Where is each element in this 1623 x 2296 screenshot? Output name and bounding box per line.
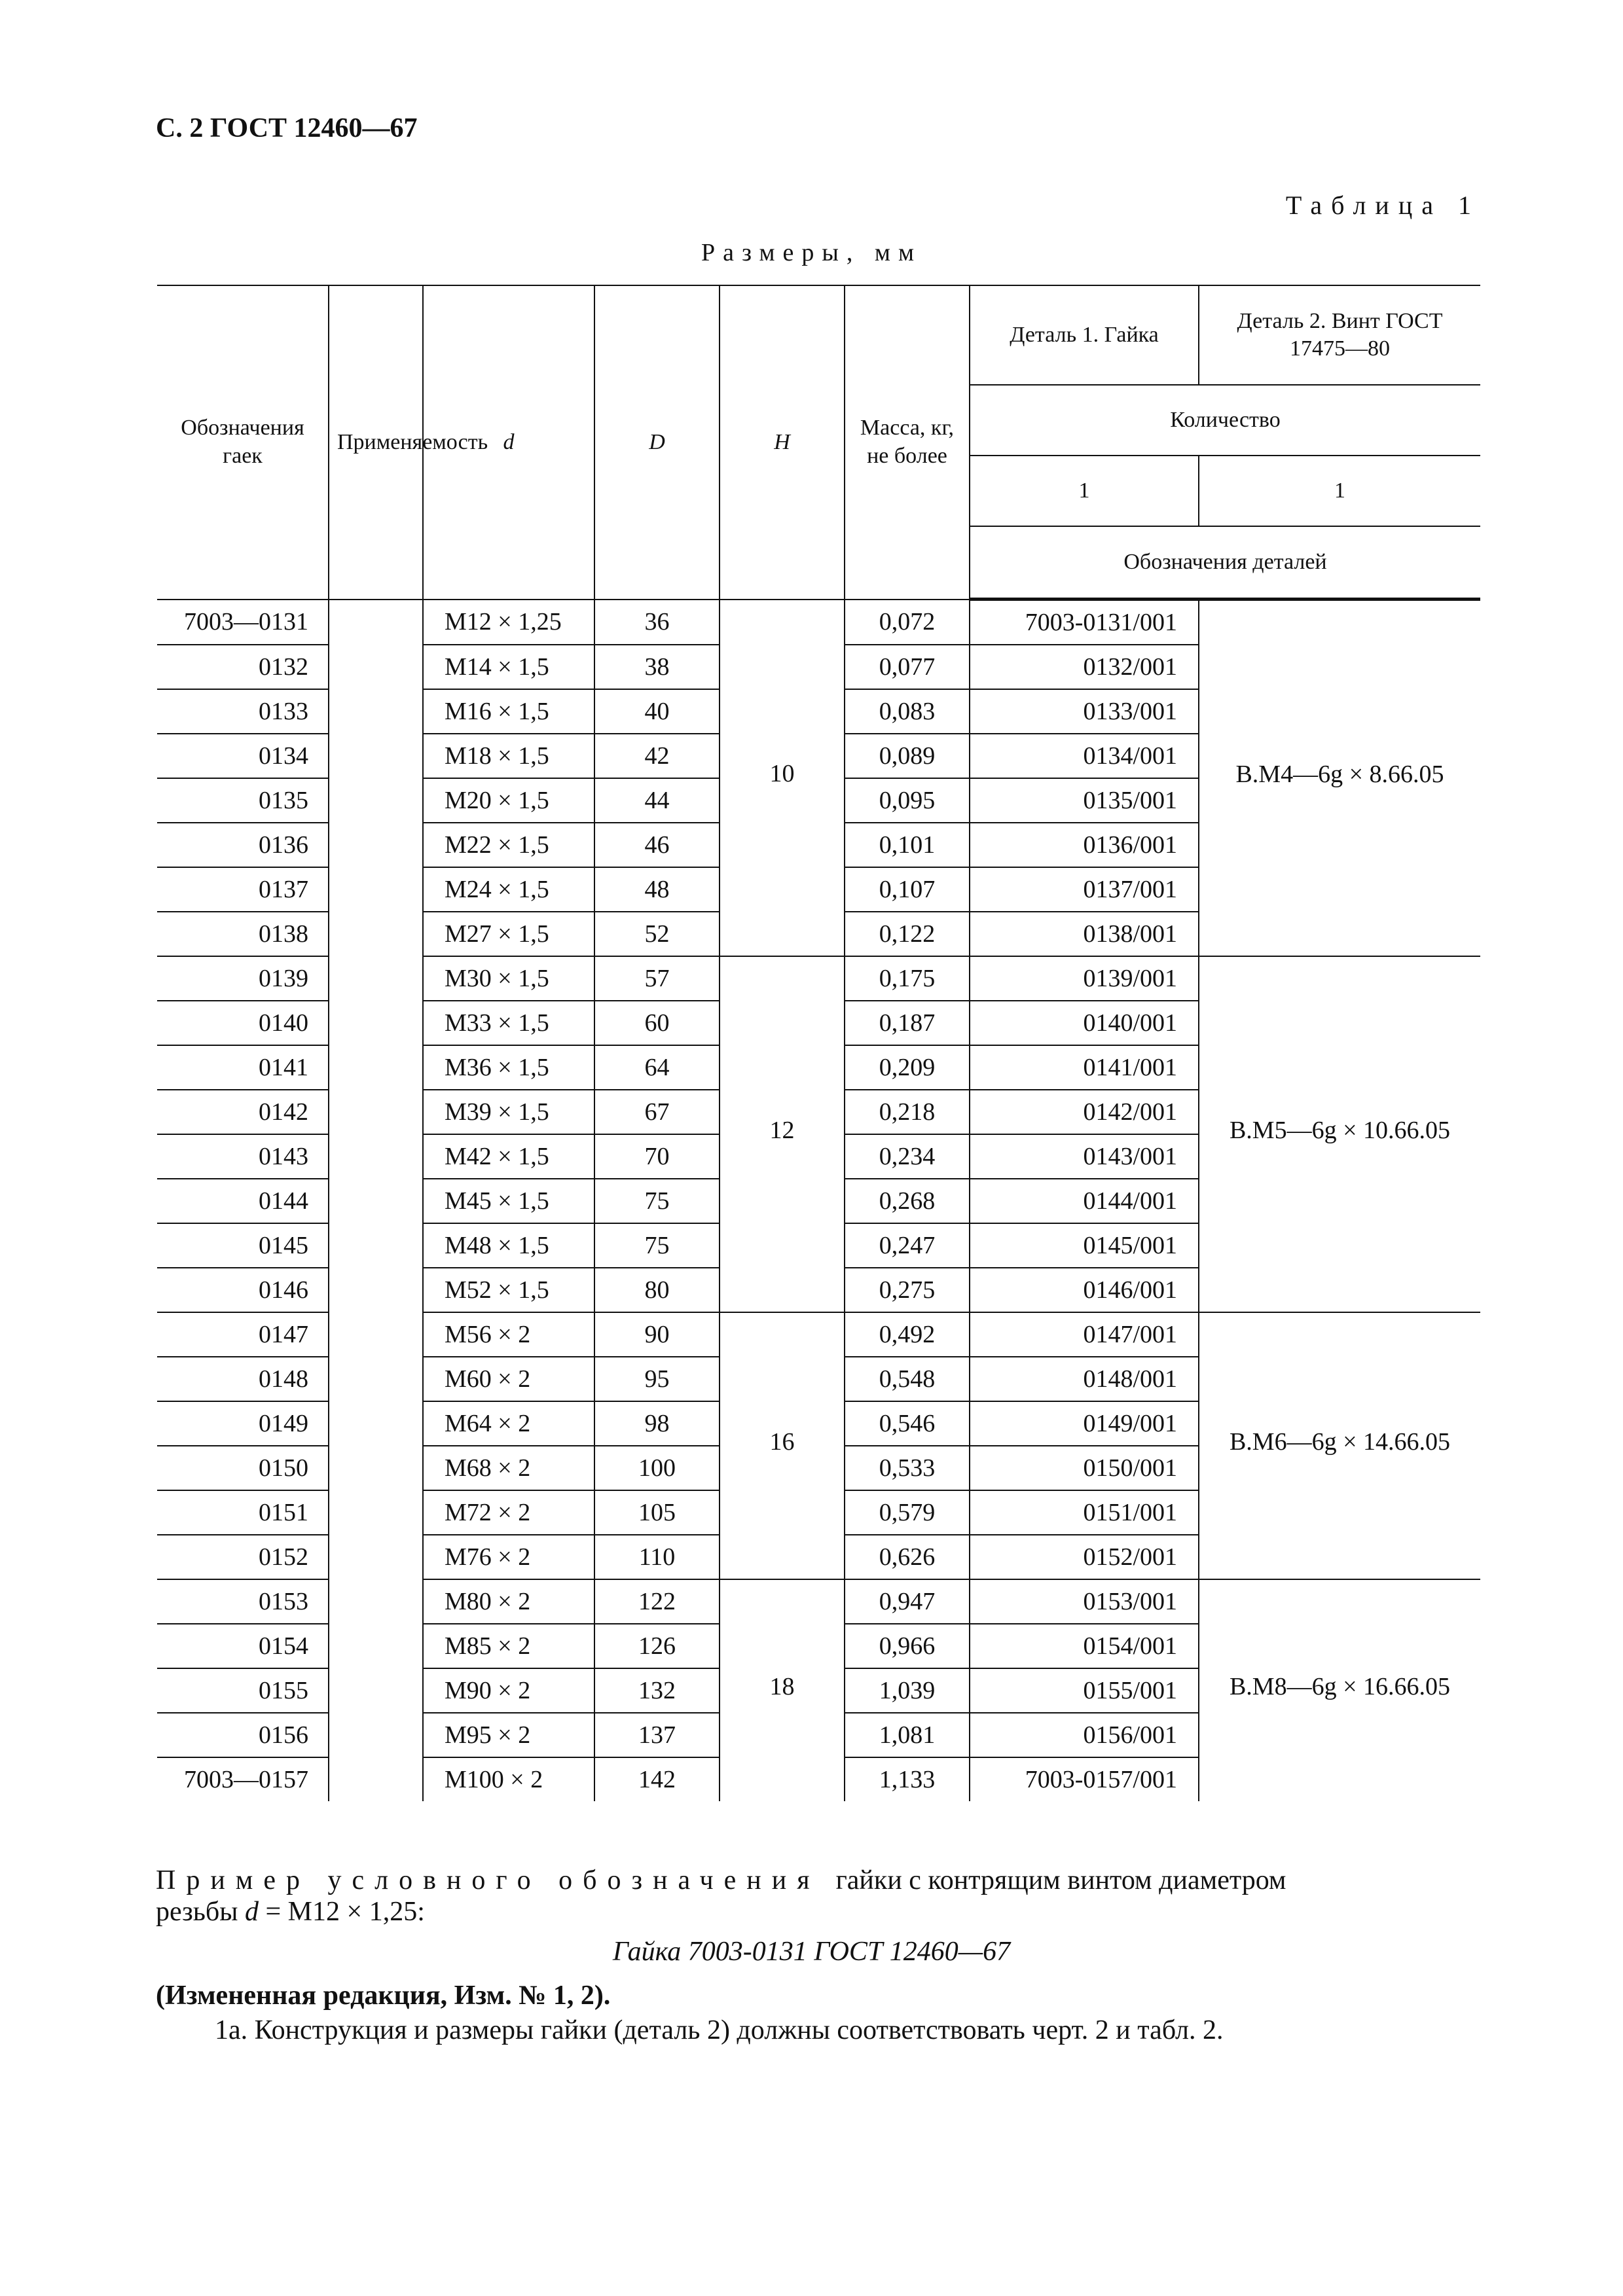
cell-mass: 0,095 (845, 778, 970, 823)
cell-designation: 0138 (157, 912, 329, 956)
cell-applicability (329, 1268, 423, 1312)
cell-part1: 0156/001 (970, 1713, 1199, 1757)
cell-applicability (329, 600, 423, 645)
cell-mass: 0,083 (845, 689, 970, 734)
cell-applicability (329, 1579, 423, 1624)
cell-designation: 0145 (157, 1223, 329, 1268)
cell-mass: 0,579 (845, 1490, 970, 1535)
cell-applicability (329, 1668, 423, 1713)
cell-designation: 0151 (157, 1490, 329, 1535)
cell-mass: 0,548 (845, 1357, 970, 1401)
cell-D: 52 (594, 912, 720, 956)
cell-designation: 0152 (157, 1535, 329, 1579)
col-d: d (423, 285, 594, 600)
cell-applicability (329, 912, 423, 956)
cell-applicability (329, 1401, 423, 1446)
cell-designation: 0139 (157, 956, 329, 1001)
col-D: D (594, 285, 720, 600)
cell-D: 142 (594, 1757, 720, 1801)
cell-mass: 0,077 (845, 645, 970, 689)
cell-mass: 0,966 (845, 1624, 970, 1668)
cell-thread: М18 × 1,5 (423, 734, 594, 778)
cell-part1: 0154/001 (970, 1624, 1199, 1668)
cell-part1: 0153/001 (970, 1579, 1199, 1624)
cell-thread: М64 × 2 (423, 1401, 594, 1446)
cell-thread: М52 × 1,5 (423, 1268, 594, 1312)
cell-designation: 0150 (157, 1446, 329, 1490)
cell-D: 44 (594, 778, 720, 823)
cell-mass: 1,039 (845, 1668, 970, 1713)
cell-D: 80 (594, 1268, 720, 1312)
cell-designation: 0156 (157, 1713, 329, 1757)
cell-part1: 0146/001 (970, 1268, 1199, 1312)
cell-H: 18 (720, 1579, 845, 1801)
cell-designation: 0146 (157, 1268, 329, 1312)
cell-applicability (329, 1223, 423, 1268)
amendment-note: (Измененная редакция, Изм. № 1, 2). (156, 1981, 611, 2011)
cell-part1: 0148/001 (970, 1357, 1199, 1401)
cell-D: 46 (594, 823, 720, 867)
cell-mass: 0,234 (845, 1134, 970, 1179)
cell-mass: 0,947 (845, 1579, 970, 1624)
cell-part2: В.М5—6g × 10.66.05 (1199, 956, 1480, 1312)
cell-part1: 0138/001 (970, 912, 1199, 956)
cell-D: 110 (594, 1535, 720, 1579)
cell-part1: 0151/001 (970, 1490, 1199, 1535)
cell-part1: 0133/001 (970, 689, 1199, 734)
cell-D: 75 (594, 1223, 720, 1268)
example-designation: Гайка 7003-0131 ГОСТ 12460—67 (612, 1937, 1011, 1967)
cell-D: 42 (594, 734, 720, 778)
cell-part1: 7003-0157/001 (970, 1757, 1199, 1801)
cell-applicability (329, 823, 423, 867)
cell-designation: 0143 (157, 1134, 329, 1179)
cell-thread: М80 × 2 (423, 1579, 594, 1624)
cell-thread: М12 × 1,25 (423, 600, 594, 645)
cell-D: 60 (594, 1001, 720, 1045)
col-mass: Масса, кг, не более (845, 285, 970, 600)
cell-part1: 0136/001 (970, 823, 1199, 867)
cell-designation: 0144 (157, 1179, 329, 1223)
cell-designation: 0149 (157, 1401, 329, 1446)
cell-applicability (329, 1179, 423, 1223)
table-row (157, 600, 1480, 645)
cell-mass: 0,101 (845, 823, 970, 867)
cell-applicability (329, 1001, 423, 1045)
cell-mass: 0,268 (845, 1179, 970, 1223)
cell-D: 67 (594, 1090, 720, 1134)
cell-H: 16 (720, 1312, 845, 1579)
cell-mass: 0,089 (845, 734, 970, 778)
example-lead: Пример условного обозначения (156, 1865, 820, 1895)
cell-designation: 0134 (157, 734, 329, 778)
cell-part2: В.М6—6g × 14.66.05 (1199, 1312, 1480, 1579)
cell-designation: 0148 (157, 1357, 329, 1401)
cell-part1: 0143/001 (970, 1134, 1199, 1179)
cell-thread: М85 × 2 (423, 1624, 594, 1668)
example-text: гайки с контрящим винтом диаметром (835, 1865, 1286, 1895)
cell-designation: 0153 (157, 1579, 329, 1624)
cell-D: 100 (594, 1446, 720, 1490)
col-part2: Деталь 2. Винт ГОСТ 17475—80 (1199, 285, 1480, 385)
cell-thread: М22 × 1,5 (423, 823, 594, 867)
cell-thread: М100 × 2 (423, 1757, 594, 1801)
cell-applicability (329, 1490, 423, 1535)
cell-mass: 0,107 (845, 867, 970, 912)
example-paragraph (156, 1864, 1480, 1897)
cell-D: 38 (594, 645, 720, 689)
cell-part1: 0134/001 (970, 734, 1199, 778)
cell-thread: М20 × 1,5 (423, 778, 594, 823)
cell-designation: 0133 (157, 689, 329, 734)
paragraph-1a: 1а. Конструкция и размеры гайки (деталь 2) должны соответствовать черт. 2 и табл. 2. (215, 2015, 1224, 2045)
cell-thread: М39 × 1,5 (423, 1090, 594, 1134)
cell-applicability (329, 1535, 423, 1579)
cell-applicability (329, 1090, 423, 1134)
cell-designation: 0155 (157, 1668, 329, 1713)
cell-applicability (329, 689, 423, 734)
col-part-designations: Обозначения деталей (970, 526, 1480, 600)
table-body (157, 600, 1480, 1802)
cell-D: 64 (594, 1045, 720, 1090)
cell-mass: 0,072 (845, 600, 970, 645)
cell-mass: 0,218 (845, 1090, 970, 1134)
cell-H: 10 (720, 600, 845, 957)
cell-D: 98 (594, 1401, 720, 1446)
cell-part1: 7003-0131/001 (970, 600, 1199, 645)
cell-designation: 0142 (157, 1090, 329, 1134)
cell-thread: М95 × 2 (423, 1713, 594, 1757)
cell-applicability (329, 1757, 423, 1801)
cell-part1: 0140/001 (970, 1001, 1199, 1045)
cell-D: 90 (594, 1312, 720, 1357)
cell-applicability (329, 1045, 423, 1090)
cell-thread: М90 × 2 (423, 1668, 594, 1713)
table-row (157, 1312, 1480, 1357)
cell-D: 40 (594, 689, 720, 734)
cell-part1: 0142/001 (970, 1090, 1199, 1134)
cell-thread: М36 × 1,5 (423, 1045, 594, 1090)
cell-thread: М56 × 2 (423, 1312, 594, 1357)
cell-mass: 0,546 (845, 1401, 970, 1446)
cell-applicability (329, 956, 423, 1001)
cell-designation: 0147 (157, 1312, 329, 1357)
cell-thread: М68 × 2 (423, 1446, 594, 1490)
cell-mass: 0,175 (845, 956, 970, 1001)
spec-table (157, 285, 1480, 1801)
cell-applicability (329, 734, 423, 778)
cell-designation: 0140 (157, 1001, 329, 1045)
units-caption: Размеры, мм (701, 239, 922, 266)
cell-part1: 0152/001 (970, 1535, 1199, 1579)
col-designation: Обозначения гаек (157, 285, 329, 600)
col-applicability: Применяемость (329, 285, 423, 600)
cell-designation: 0137 (157, 867, 329, 912)
cell-part1: 0144/001 (970, 1179, 1199, 1223)
cell-applicability (329, 645, 423, 689)
cell-thread: М24 × 1,5 (423, 867, 594, 912)
cell-thread: М30 × 1,5 (423, 956, 594, 1001)
cell-designation: 0132 (157, 645, 329, 689)
cell-thread: М45 × 1,5 (423, 1179, 594, 1223)
cell-D: 36 (594, 600, 720, 645)
cell-thread: М14 × 1,5 (423, 645, 594, 689)
col-qty2: 1 (1199, 456, 1480, 526)
col-qty1: 1 (970, 456, 1199, 526)
cell-part1: 0132/001 (970, 645, 1199, 689)
cell-part1: 0135/001 (970, 778, 1199, 823)
cell-thread: М72 × 2 (423, 1490, 594, 1535)
cell-part1: 0147/001 (970, 1312, 1199, 1357)
cell-mass: 0,626 (845, 1535, 970, 1579)
cell-part1: 0137/001 (970, 867, 1199, 912)
cell-designation: 0135 (157, 778, 329, 823)
cell-mass: 0,187 (845, 1001, 970, 1045)
page-header: С. 2 ГОСТ 12460—67 (156, 113, 418, 143)
cell-mass: 0,247 (845, 1223, 970, 1268)
col-H: H (720, 285, 845, 600)
cell-thread: М48 × 1,5 (423, 1223, 594, 1268)
cell-thread: М16 × 1,5 (423, 689, 594, 734)
cell-H: 12 (720, 956, 845, 1312)
cell-D: 95 (594, 1357, 720, 1401)
cell-applicability (329, 1446, 423, 1490)
cell-part1: 0150/001 (970, 1446, 1199, 1490)
cell-applicability (329, 1312, 423, 1357)
example-line2: резьбы d = М12 × 1,25: (156, 1897, 425, 1927)
cell-thread: М76 × 2 (423, 1535, 594, 1579)
table-row (157, 956, 1480, 1001)
cell-D: 137 (594, 1713, 720, 1757)
cell-part1: 0149/001 (970, 1401, 1199, 1446)
cell-mass: 0,492 (845, 1312, 970, 1357)
cell-D: 57 (594, 956, 720, 1001)
cell-thread: М42 × 1,5 (423, 1134, 594, 1179)
cell-mass: 1,133 (845, 1757, 970, 1801)
cell-mass: 0,209 (845, 1045, 970, 1090)
cell-mass: 0,275 (845, 1268, 970, 1312)
cell-applicability (329, 867, 423, 912)
cell-part1: 0155/001 (970, 1668, 1199, 1713)
cell-mass: 0,533 (845, 1446, 970, 1490)
cell-part1: 0141/001 (970, 1045, 1199, 1090)
col-quantity: Количество (970, 385, 1480, 456)
cell-part1: 0139/001 (970, 956, 1199, 1001)
cell-D: 75 (594, 1179, 720, 1223)
table-header (157, 285, 1480, 600)
cell-D: 70 (594, 1134, 720, 1179)
cell-designation: 0154 (157, 1624, 329, 1668)
cell-D: 48 (594, 867, 720, 912)
cell-D: 132 (594, 1668, 720, 1713)
table-label: Таблица 1 (1285, 190, 1480, 220)
cell-designation: 0136 (157, 823, 329, 867)
cell-mass: 0,122 (845, 912, 970, 956)
cell-applicability (329, 1134, 423, 1179)
cell-part2: В.М4—6g × 8.66.05 (1199, 600, 1480, 957)
cell-applicability (329, 778, 423, 823)
cell-thread: М60 × 2 (423, 1357, 594, 1401)
cell-designation: 7003—0157 (157, 1757, 329, 1801)
cell-mass: 1,081 (845, 1713, 970, 1757)
cell-D: 126 (594, 1624, 720, 1668)
cell-D: 105 (594, 1490, 720, 1535)
cell-applicability (329, 1713, 423, 1757)
table-row (157, 1579, 1480, 1624)
cell-applicability (329, 1357, 423, 1401)
cell-D: 122 (594, 1579, 720, 1624)
cell-designation: 0141 (157, 1045, 329, 1090)
cell-designation: 7003—0131 (184, 608, 308, 636)
cell-part1: 0145/001 (970, 1223, 1199, 1268)
cell-thread: М33 × 1,5 (423, 1001, 594, 1045)
cell-applicability (329, 1624, 423, 1668)
cell-part2: В.М8—6g × 16.66.05 (1199, 1579, 1480, 1801)
col-part1: Деталь 1. Гайка (970, 285, 1199, 385)
cell-thread: М27 × 1,5 (423, 912, 594, 956)
